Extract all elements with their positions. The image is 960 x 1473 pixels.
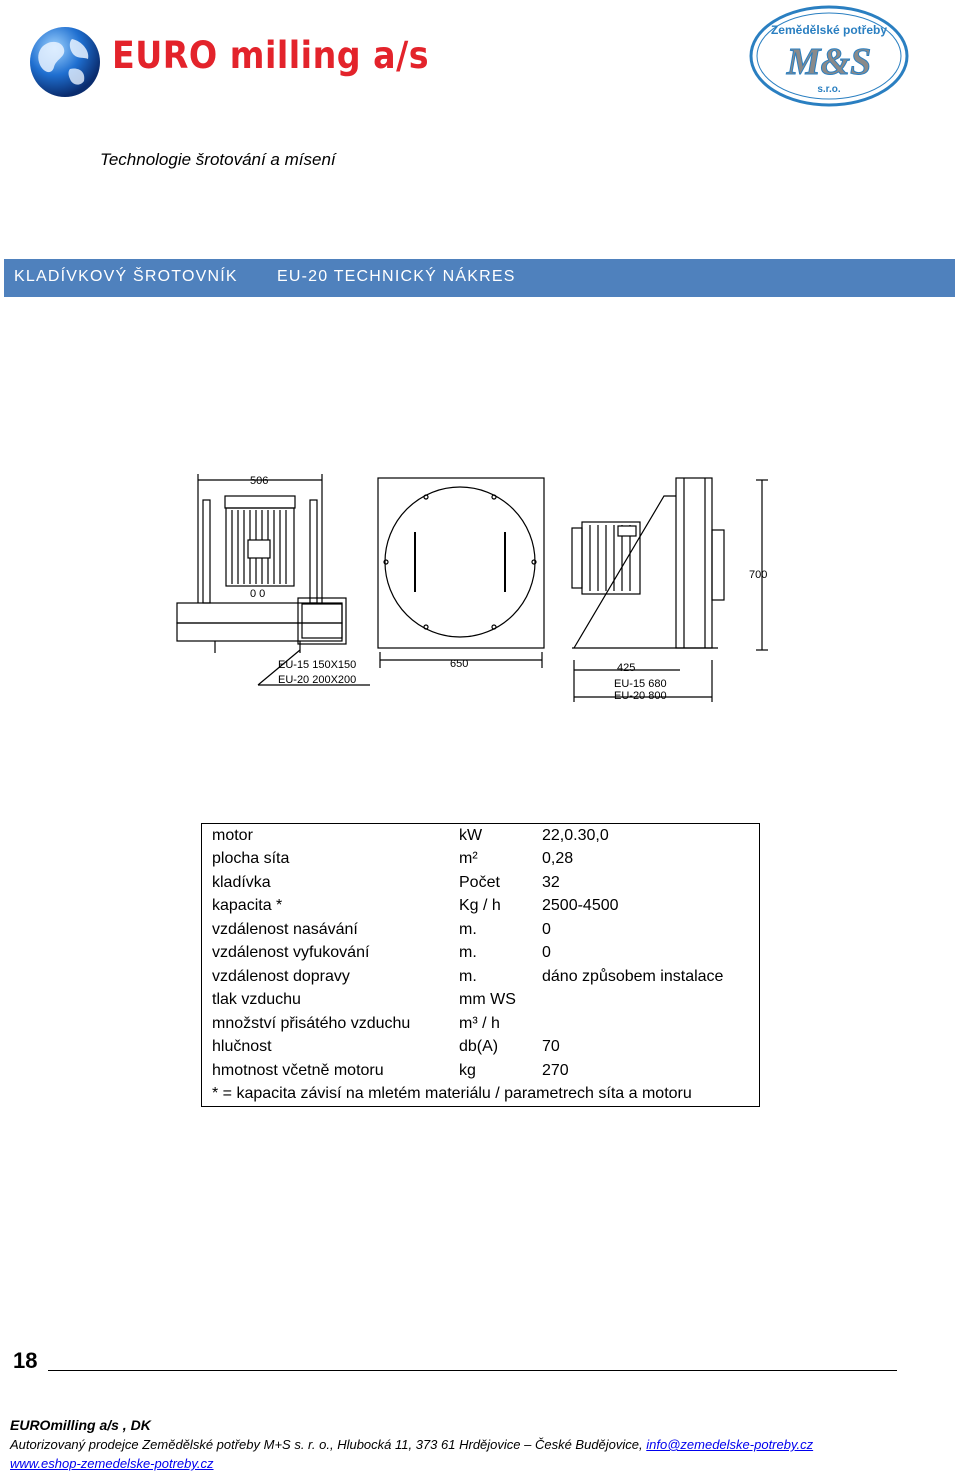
spec-value: [532, 989, 760, 1013]
footer-dealer: [10, 1437, 813, 1452]
partner-logo-top-text: Zemědělské potřeby: [770, 23, 888, 37]
footer-divider: [48, 1370, 897, 1371]
partner-logo-suffix: s.r.o.: [817, 84, 841, 95]
spec-param: motor: [202, 824, 450, 848]
spec-param: vzdálenost vyfukování: [202, 942, 450, 966]
spec-unit: kg: [459, 1061, 476, 1079]
spec-param: hmotnost včetně motoru: [202, 1059, 450, 1083]
spec-param: kapacita *: [202, 895, 450, 919]
spec-unit: kW: [449, 824, 532, 848]
spec-value: 22,0.30,0: [532, 824, 760, 848]
spec-param: plocha síta: [202, 848, 450, 872]
spec-param: vzdálenost nasávání: [202, 918, 450, 942]
footer-website-link[interactable]: www.eshop-zemedelske-potreby.cz: [10, 1456, 214, 1471]
spec-unit: m.: [459, 920, 477, 938]
partner-logo: [748, 4, 910, 108]
footer-company: EUROmilling a/s , DK: [10, 1417, 151, 1433]
spec-row: [202, 1012, 760, 1036]
spec-value: 0,28: [532, 848, 760, 872]
spec-unit: m³ / h: [459, 1014, 500, 1032]
spec-row: [202, 942, 760, 966]
spec-param: množství přisátého vzduchu: [202, 1012, 450, 1036]
dim-height: 700: [749, 569, 768, 581]
section-title: KLADÍVKOVÝ ŠROTOVNÍK: [14, 268, 238, 285]
spec-footnote: * = kapacita závisí na mletém materiálu / parametrech síta a motoru: [202, 1083, 760, 1107]
partner-logo-mark: M&S: [786, 41, 872, 83]
spec-value: [532, 1012, 760, 1036]
spec-row: [202, 824, 760, 848]
spec-table: [201, 823, 760, 1107]
section-subtitle: EU-20 TECHNICKÝ NÁKRES: [277, 268, 516, 285]
spec-value: 0: [532, 942, 760, 966]
spec-param: vzdálenost dopravy: [202, 965, 450, 989]
dim-inlet-eu15: EU-15 150X150: [278, 659, 357, 671]
spec-unit: m²: [459, 850, 478, 868]
spec-value: 70: [532, 1036, 760, 1060]
spec-row: [202, 965, 760, 989]
spec-row: [202, 918, 760, 942]
spec-param: kladívka: [202, 871, 450, 895]
footer-email-link[interactable]: info@zemedelske-potreby.cz: [646, 1437, 814, 1452]
spec-row: [202, 848, 760, 872]
brand-name: EURO milling a/s: [112, 34, 430, 77]
spec-row: [202, 1059, 760, 1083]
page-subtitle: Technologie šrotování a mísení: [100, 150, 336, 169]
technical-drawing: [170, 468, 780, 708]
spec-value: 2500-4500: [532, 895, 760, 919]
spec-param: hlučnost: [202, 1036, 450, 1060]
footer-website: [10, 1456, 214, 1471]
dim-width-top: 506: [250, 475, 269, 487]
spec-row: [202, 1036, 760, 1060]
spec-unit: m.: [459, 967, 477, 985]
spec-value: 32: [532, 871, 760, 895]
dim-zeros: 0 0: [250, 588, 266, 600]
spec-row: [202, 871, 760, 895]
dim-side-eu20: EU-20 800: [614, 690, 667, 702]
spec-unit: m.: [459, 944, 477, 962]
footer-dealer-text: Autorizovaný prodejce Zemědělské potřeby M+S s. r. o., Hlubocká 11, 373 61 Hrdějovice – České Budějovice,: [10, 1437, 647, 1452]
spec-footnote-row: [202, 1083, 760, 1107]
dim-front-width: 650: [450, 658, 469, 670]
spec-value: dáno způsobem instalace: [532, 965, 760, 989]
spec-value: 0: [532, 918, 760, 942]
spec-row: [202, 989, 760, 1013]
spec-unit: Kg / h: [459, 897, 501, 915]
spec-unit: Počet: [459, 873, 500, 891]
spec-value: 270: [532, 1059, 760, 1083]
globe-logo-icon: [28, 25, 102, 99]
spec-row: [202, 895, 760, 919]
dim-side-eu15: EU-15 680: [614, 678, 667, 690]
dim-side-depth: 425: [617, 662, 636, 674]
spec-param: tlak vzduchu: [202, 989, 450, 1013]
page-number: 18: [13, 1348, 38, 1373]
dim-inlet-eu20: EU-20 200X200: [278, 674, 357, 686]
spec-unit: mm WS: [459, 991, 516, 1009]
spec-unit: db(A): [459, 1038, 499, 1056]
